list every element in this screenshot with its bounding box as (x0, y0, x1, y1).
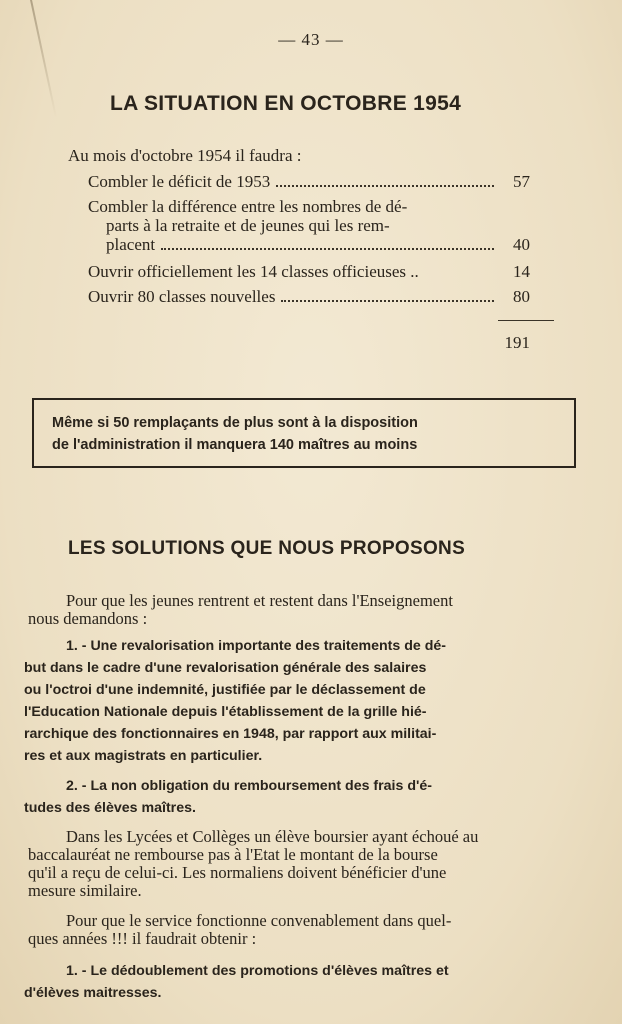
list-item (88, 287, 530, 307)
item-label: Ouvrir officiellement les 14 classes officieuses .. (88, 262, 419, 281)
list-item (88, 197, 530, 254)
dot-leader (276, 185, 494, 187)
dot-leader (281, 300, 494, 302)
notice-line: Même si 50 remplaçants de plus sont à la disposition (52, 415, 418, 431)
item-label: Ouvrir 80 classes nouvelles (88, 287, 276, 306)
text-line: Pour que le service fonctionne convenablement dans quel- (66, 911, 452, 930)
item-line: Combler la différence entre les nombres de dé- (88, 197, 408, 216)
item-line-last (88, 235, 530, 254)
text-line: baccalauréat ne rembourse pas à l'Etat le montant de la bourse (28, 845, 438, 864)
text-line: ques années !!! il faudrait obtenir : (28, 929, 257, 948)
dot-leader (161, 248, 494, 250)
text-line: ou l'octroi d'une indemnité, justifiée par le déclassement de (24, 682, 426, 698)
item-label: Combler le déficit de 1953 (88, 172, 271, 191)
solutions-intro (28, 592, 584, 628)
text-line: Dans les Lycées et Collèges un élève boursier ayant échoué au (66, 827, 479, 846)
demand-1 (24, 635, 584, 767)
text-line: rarchique des fonctionnaires en 1948, par rapport aux militai- (24, 726, 437, 742)
text-line: 1. - Le dédoublement des promotions d'élèves maîtres et (66, 963, 449, 979)
list-item (88, 262, 530, 282)
requirement-1 (24, 960, 584, 1004)
text-line: qu'il a reçu de celui-ci. Les normaliens doivent bénéficier d'une (28, 863, 447, 882)
text-line: nous demandons : (28, 609, 148, 628)
item-line: parts à la retraite et de jeunes qui les rem- (106, 216, 390, 235)
text-line: res et aux magistrats en particulier. (24, 748, 263, 764)
item-value: 14 (513, 262, 530, 281)
paragraph-service (28, 912, 584, 948)
item-line: placent (106, 235, 156, 254)
notice-line: de l'administration il manquera 140 maîtres au moins (52, 437, 418, 453)
notice-box (32, 398, 576, 468)
paper-fold-mark (30, 0, 57, 117)
text-line: Pour que les jeunes rentrent et restent dans l'Enseignement (66, 591, 453, 610)
section-title-situation: LA SITUATION EN OCTOBRE 1954 (110, 92, 462, 115)
text-line: 2. - La non obligation du remboursement des frais d'é- (66, 778, 432, 794)
text-line: d'élèves maitresses. (24, 985, 162, 1001)
demand-2 (24, 775, 584, 819)
sum-rule (498, 320, 554, 321)
paragraph-lycees (28, 828, 584, 900)
item-value: 57 (513, 172, 530, 191)
text-line: l'Education Nationale depuis l'établissement de la grille hié- (24, 704, 427, 720)
text-line: mesure similaire. (28, 881, 142, 900)
list-item (88, 172, 530, 192)
text-line: tudes des élèves maîtres. (24, 800, 196, 816)
text-line: but dans le cadre d'une revalorisation générale des salaires (24, 660, 427, 676)
item-value: 40 (513, 235, 530, 254)
item-value: 80 (513, 287, 530, 306)
section-title-solutions: LES SOLUTIONS QUE NOUS PROPOSONS (68, 538, 466, 559)
situation-intro: Au mois d'octobre 1954 il faudra : (68, 146, 302, 165)
total-value: 191 (504, 333, 530, 352)
text-line: 1. - Une revalorisation importante des traitements de dé- (66, 638, 447, 654)
page-number: — 43 — (278, 30, 344, 49)
